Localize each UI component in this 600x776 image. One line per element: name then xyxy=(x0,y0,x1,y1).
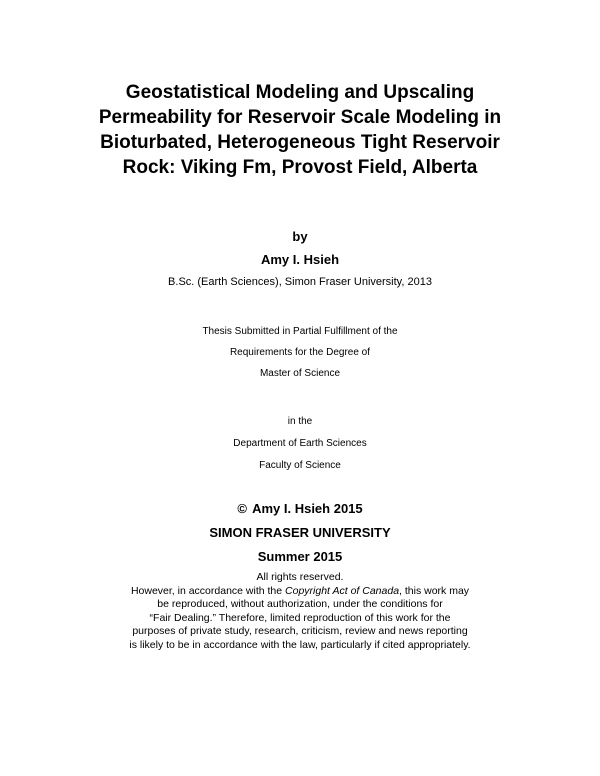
submission-statement xyxy=(0,321,600,384)
department-line: Faculty of Science xyxy=(259,460,341,471)
submission-line: Master of Science xyxy=(259,368,341,379)
department-line: Department of Earth Sciences xyxy=(233,438,367,449)
rights-line: All rights reserved. xyxy=(256,571,344,583)
copyright-icon: © xyxy=(237,501,247,516)
submission-line: Requirements for the Degree of xyxy=(229,347,371,358)
author-name: Amy I. Hsieh xyxy=(260,252,340,267)
term: Summer 2015 xyxy=(257,549,343,564)
rights-line: is likely to be in accordance with the law, particularly if cited appropriately. xyxy=(129,638,471,651)
copyright-holder-text: Amy I. Hsieh 2015 xyxy=(252,501,363,516)
thesis-title xyxy=(0,80,600,180)
title-line: Permeability for Reservoir Scale Modeling in xyxy=(98,107,502,128)
copyright-holder xyxy=(0,497,600,521)
rights-line: be reproduced, without authorization, under the conditions for xyxy=(157,598,443,610)
rights-text: However, in accordance with the xyxy=(130,584,286,597)
rights-text: , this work may xyxy=(399,584,470,597)
title-line: Rock: Viking Fm, Provost Field, Alberta xyxy=(122,157,478,178)
department-block xyxy=(0,411,600,477)
by-label: by xyxy=(292,229,308,244)
rights-line: “Fair Dealing.” Therefore, limited reproduction of this work for the xyxy=(149,611,451,624)
title-line: Bioturbated, Heterogeneous Tight Reservoir xyxy=(100,132,500,153)
university-name: SIMON FRASER UNIVERSITY xyxy=(209,525,391,540)
rights-line: purposes of private study, research, criticism, review and news reporting xyxy=(132,625,468,637)
rights-statement xyxy=(0,571,600,652)
copyright-block xyxy=(0,497,600,569)
submission-line: Thesis Submitted in Partial Fulfillment of the xyxy=(202,326,398,337)
department-line: in the xyxy=(287,416,313,427)
title-line: Geostatistical Modeling and Upscaling xyxy=(125,82,475,103)
copyright-act-title: Copyright Act of Canada xyxy=(285,584,400,597)
rights-line xyxy=(0,585,600,599)
prior-degree: B.Sc. (Earth Sciences), Simon Fraser University, 2013 xyxy=(168,276,432,288)
